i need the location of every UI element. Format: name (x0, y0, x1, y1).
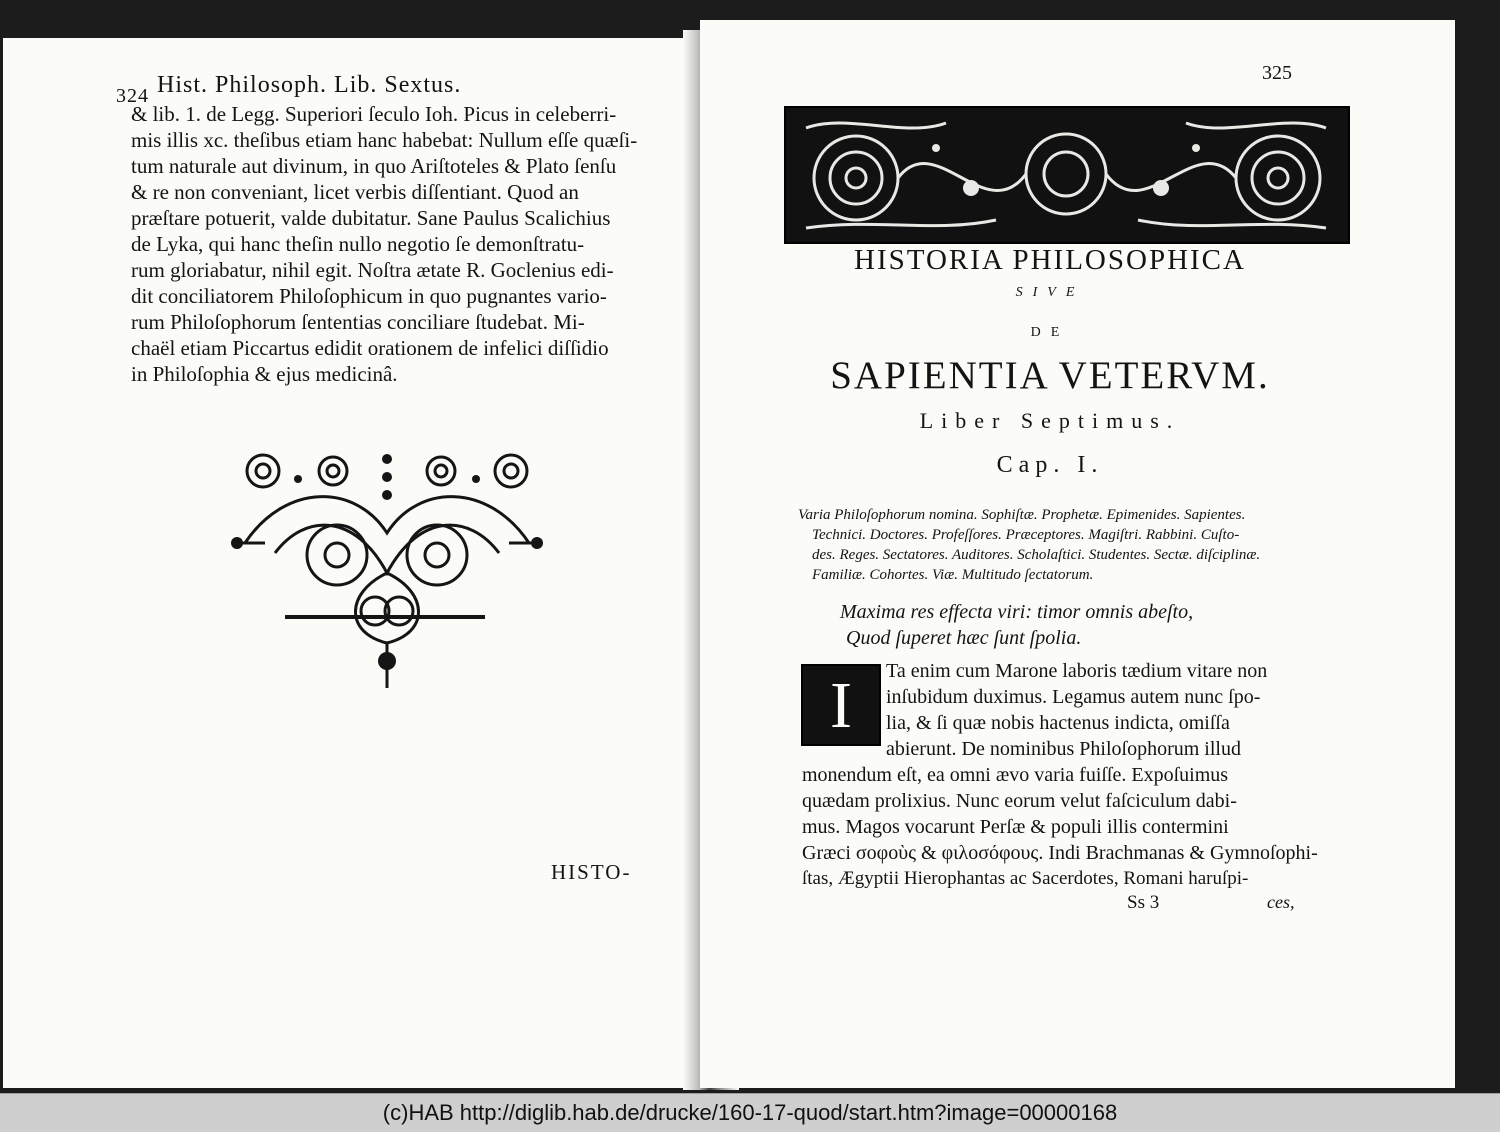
calligraphic-flourish-icon (225, 443, 549, 693)
body-line: Græci σοφοὺς & φιλοσόφους. Indi Brachmanas & Gymnoſophi- (802, 842, 1318, 864)
text-line: in Philoſophia & ejus medicinâ. (131, 362, 398, 386)
footer-credit: (c)HAB http://diglib.hab.de/drucke/160-17-quod/start.htm?image=00000168 (382, 1100, 1118, 1125)
summary-line: Technici. Doctores. Profeſſores. Præceptores. Magiſtri. Rabbini. Cuſto- (812, 527, 1240, 543)
chapter-heading: Cap. I. (996, 452, 1104, 478)
summary-line: Varia Philoſophorum nomina. Sophiſtæ. Prophetæ. Epimenides. Sapientes. (798, 507, 1246, 523)
body-line: abierunt. De nominibus Philoſophorum illud (886, 738, 1241, 760)
running-head-text: Hist. Philosoph. Lib. Sextus. (157, 72, 462, 98)
summary-line: Familiæ. Cohortes. Viæ. Multitudo ſectatorum. (812, 567, 1094, 583)
left-page (3, 38, 695, 1088)
text-line: dit conciliatorem Philoſophicum in quo pugnantes vario- (131, 284, 607, 308)
text-line: & lib. 1. de Legg. Superiori ſeculo Ioh. Picus in celeberri- (131, 102, 617, 126)
body-line: Ta enim cum Marone laboris tædium vitare non (886, 660, 1268, 682)
body-line: monendum eſt, ea omni ævo varia fuiſſe. Expoſuimus (802, 764, 1229, 786)
catchword: ces, (1267, 892, 1295, 912)
summary-line: des. Reges. Sectatores. Auditores. Scholaſtici. Studentes. Sectæ. diſciplinæ. (812, 547, 1261, 563)
body-line: inſubidum duximus. Legamus autem nunc ſpo- (886, 686, 1261, 708)
signature-mark: Ss 3 (1127, 892, 1160, 913)
title-line: SIVE (1015, 285, 1085, 300)
right-page (700, 20, 1455, 1088)
body-line: mus. Magos vocarunt Perſæ & populi illis contermini (802, 816, 1229, 838)
text-line: rum Philoſophorum ſententias conciliare ſtudebat. Mi- (131, 310, 585, 334)
text-line: mis illis xc. theſibus etiam hanc habebat: Nullum eſſe quæſi- (131, 128, 638, 152)
page-number: 325 (1262, 62, 1292, 84)
running-head (116, 72, 462, 107)
title-line: DE (1030, 325, 1070, 340)
body-line: lia, & ſi quæ nobis hactenus indicta, omiſſa (886, 712, 1230, 734)
body-line: ſtas, Ægyptii Hierophantas ac Sacerdotes, Romani haruſpi- (802, 868, 1249, 889)
text-line: & re non conveniant, licet verbis diſſentiant. Quod an (131, 180, 579, 204)
title-line: SAPIENTIA VETERVM. (830, 354, 1270, 397)
text-line: de Lyka, qui hanc theſin nullo negotio ſe demonſtratu- (131, 232, 585, 256)
page-number: 324 (116, 85, 149, 107)
woodcut-headpiece-icon (784, 106, 1350, 244)
catchword: HISTO- (551, 860, 632, 884)
footer-credit-bar (0, 1093, 1500, 1132)
motto-line: Quod ſuperet hæc ſunt ſpolia. (846, 627, 1082, 649)
title-line: HISTORIA PHILOSOPHICA (854, 244, 1246, 276)
book-heading: Liber Septimus. (919, 408, 1181, 433)
text-line: præſtare potuerit, valde dubitatur. Sane Paulus Scalichius (131, 206, 611, 230)
drop-cap: I (801, 664, 881, 746)
text-line: chaël etiam Piccartus edidit orationem de infelici diſſidio (131, 336, 609, 360)
motto-line: Maxima res effecta viri: timor omnis abeſto, (840, 601, 1194, 623)
text-line: rum gloriabatur, nihil egit. Noſtra ætate R. Goclenius edi- (131, 258, 614, 282)
body-line: quædam prolixius. Nunc eorum velut faſciculum dabi- (802, 790, 1237, 812)
text-line: tum naturale aut divinum, in quo Ariſtoteles & Plato ſenſu (131, 154, 617, 178)
